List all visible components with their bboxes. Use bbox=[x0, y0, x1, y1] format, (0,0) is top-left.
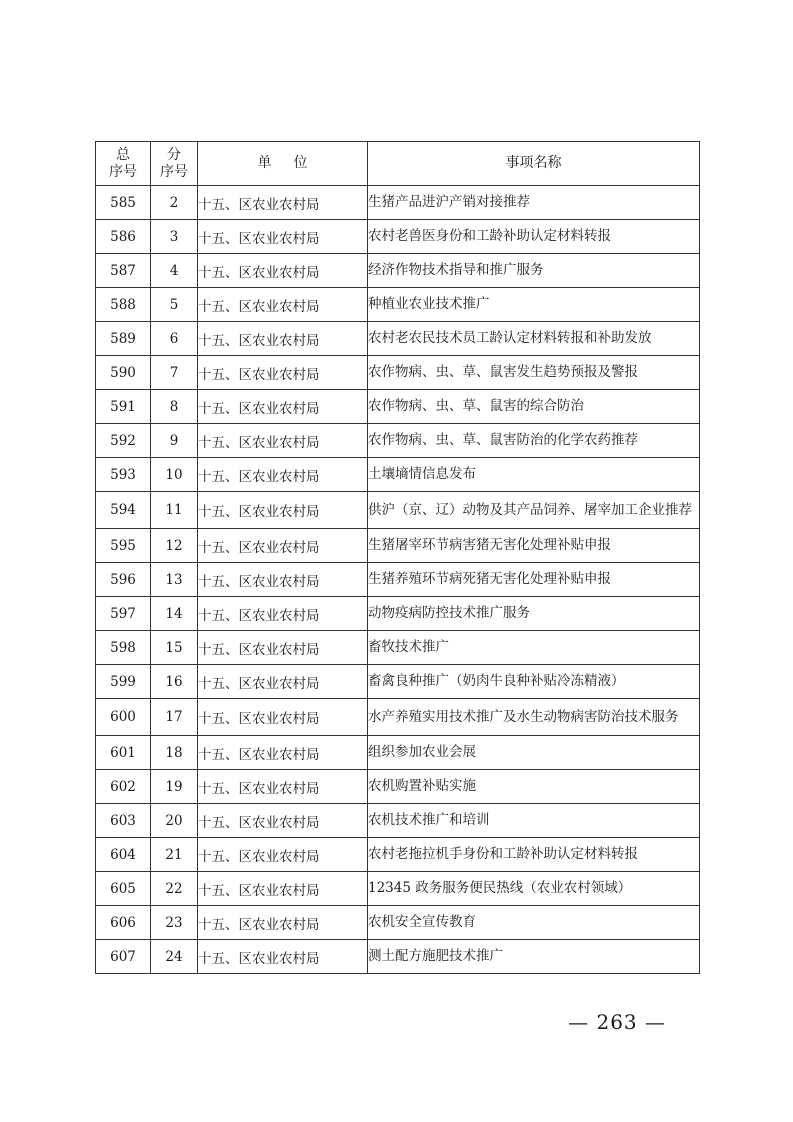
item-name-cell: 动物疫病防控技术推广服务 bbox=[368, 597, 700, 631]
sub-number-cell: 5 bbox=[151, 288, 198, 322]
item-name-cell: 种植业农业技术推广 bbox=[368, 288, 700, 322]
item-name-cell: 农作物病、虫、草、鼠害防治的化学农药推荐 bbox=[368, 424, 700, 458]
sub-number-cell: 19 bbox=[151, 770, 198, 804]
unit-cell: 十五、区农业农村局 bbox=[198, 597, 368, 631]
header-unit-label: 单位 bbox=[257, 155, 330, 171]
table-row bbox=[96, 699, 700, 736]
unit-cell: 十五、区农业农村局 bbox=[198, 804, 368, 838]
sub-number-cell: 4 bbox=[151, 254, 198, 288]
table-row bbox=[96, 770, 700, 804]
header-total-number-label: 总 序号 bbox=[109, 146, 137, 180]
sub-number-cell: 11 bbox=[151, 492, 198, 529]
item-name-cell: 水产养殖实用技术推广及水生动物病害防治技术服务 bbox=[368, 699, 700, 736]
unit-cell: 十五、区农业农村局 bbox=[198, 356, 368, 390]
unit-cell: 十五、区农业农村局 bbox=[198, 563, 368, 597]
unit-cell: 十五、区农业农村局 bbox=[198, 424, 368, 458]
sub-number-cell: 22 bbox=[151, 872, 198, 906]
unit-cell: 十五、区农业农村局 bbox=[198, 838, 368, 872]
unit-cell: 十五、区农业农村局 bbox=[198, 390, 368, 424]
item-name-cell: 农机技术推广和培训 bbox=[368, 804, 700, 838]
total-number-cell: 599 bbox=[96, 665, 151, 699]
total-number-cell: 592 bbox=[96, 424, 151, 458]
sub-number-cell: 17 bbox=[151, 699, 198, 736]
table-row bbox=[96, 254, 700, 288]
item-name-cell: 经济作物技术指导和推广服务 bbox=[368, 254, 700, 288]
total-number-cell: 597 bbox=[96, 597, 151, 631]
total-number-cell: 593 bbox=[96, 458, 151, 492]
total-number-cell: 602 bbox=[96, 770, 151, 804]
item-name-cell: 生猪屠宰环节病害猪无害化处理补贴申报 bbox=[368, 529, 700, 563]
sub-number-cell: 23 bbox=[151, 906, 198, 940]
total-number-cell: 607 bbox=[96, 940, 151, 974]
total-number-cell: 604 bbox=[96, 838, 151, 872]
sub-number-cell: 15 bbox=[151, 631, 198, 665]
total-number-cell: 587 bbox=[96, 254, 151, 288]
table-row bbox=[96, 940, 700, 974]
total-number-cell: 600 bbox=[96, 699, 151, 736]
sub-number-cell: 13 bbox=[151, 563, 198, 597]
unit-cell: 十五、区农业农村局 bbox=[198, 631, 368, 665]
service-items-table bbox=[95, 141, 700, 974]
unit-cell: 十五、区农业农村局 bbox=[198, 322, 368, 356]
sub-number-cell: 24 bbox=[151, 940, 198, 974]
sub-number-cell: 7 bbox=[151, 356, 198, 390]
sub-number-cell: 16 bbox=[151, 665, 198, 699]
total-number-cell: 598 bbox=[96, 631, 151, 665]
unit-cell: 十五、区农业农村局 bbox=[198, 736, 368, 770]
unit-cell: 十五、区农业农村局 bbox=[198, 665, 368, 699]
table-row bbox=[96, 492, 700, 529]
table-row bbox=[96, 390, 700, 424]
sub-number-cell: 21 bbox=[151, 838, 198, 872]
table-row bbox=[96, 597, 700, 631]
table-row bbox=[96, 529, 700, 563]
table-row bbox=[96, 322, 700, 356]
table-row bbox=[96, 804, 700, 838]
item-name-cell: 畜牧技术推广 bbox=[368, 631, 700, 665]
unit-cell: 十五、区农业农村局 bbox=[198, 529, 368, 563]
sub-number-cell: 10 bbox=[151, 458, 198, 492]
table-row bbox=[96, 424, 700, 458]
total-number-cell: 591 bbox=[96, 390, 151, 424]
table-row bbox=[96, 736, 700, 770]
total-number-cell: 595 bbox=[96, 529, 151, 563]
total-number-cell: 596 bbox=[96, 563, 151, 597]
table-row bbox=[96, 631, 700, 665]
item-name-cell: 农机购置补贴实施 bbox=[368, 770, 700, 804]
page-number: — 263 — bbox=[568, 1010, 666, 1034]
total-number-cell: 606 bbox=[96, 906, 151, 940]
unit-cell: 十五、区农业农村局 bbox=[198, 220, 368, 254]
table-row bbox=[96, 288, 700, 322]
item-name-cell: 生猪养殖环节病死猪无害化处理补贴申报 bbox=[368, 563, 700, 597]
sub-number-cell: 14 bbox=[151, 597, 198, 631]
table-row bbox=[96, 563, 700, 597]
item-name-cell: 农村老兽医身份和工龄补助认定材料转报 bbox=[368, 220, 700, 254]
unit-cell: 十五、区农业农村局 bbox=[198, 254, 368, 288]
unit-cell: 十五、区农业农村局 bbox=[198, 492, 368, 529]
item-name-cell: 土壤墒情信息发布 bbox=[368, 458, 700, 492]
item-name-cell: 农作物病、虫、草、鼠害发生趋势预报及警报 bbox=[368, 356, 700, 390]
sub-number-cell: 18 bbox=[151, 736, 198, 770]
unit-cell: 十五、区农业农村局 bbox=[198, 186, 368, 220]
unit-cell: 十五、区农业农村局 bbox=[198, 699, 368, 736]
item-name-cell: 测土配方施肥技术推广 bbox=[368, 940, 700, 974]
total-number-cell: 585 bbox=[96, 186, 151, 220]
item-name-cell: 畜禽良种推广（奶肉牛良种补贴冷冻精液） bbox=[368, 665, 700, 699]
total-number-cell: 588 bbox=[96, 288, 151, 322]
table-row bbox=[96, 665, 700, 699]
header-item-name bbox=[368, 142, 700, 186]
header-item-name-label: 事项名称 bbox=[505, 155, 562, 171]
sub-number-cell: 12 bbox=[151, 529, 198, 563]
total-number-cell: 590 bbox=[96, 356, 151, 390]
sub-number-cell: 8 bbox=[151, 390, 198, 424]
total-number-cell: 589 bbox=[96, 322, 151, 356]
sub-number-cell: 9 bbox=[151, 424, 198, 458]
header-unit bbox=[198, 142, 368, 186]
table-row bbox=[96, 220, 700, 254]
table-row bbox=[96, 872, 700, 906]
header-sub-number bbox=[151, 142, 198, 186]
table-row bbox=[96, 458, 700, 492]
item-name-cell: 组织参加农业会展 bbox=[368, 736, 700, 770]
total-number-cell: 603 bbox=[96, 804, 151, 838]
item-name-cell: 生猪产品进沪产销对接推荐 bbox=[368, 186, 700, 220]
item-name-cell: 农作物病、虫、草、鼠害的综合防治 bbox=[368, 390, 700, 424]
table-header bbox=[96, 142, 700, 186]
item-name-cell: 农村老农民技术员工龄认定材料转报和补助发放 bbox=[368, 322, 700, 356]
unit-cell: 十五、区农业农村局 bbox=[198, 940, 368, 974]
total-number-cell: 605 bbox=[96, 872, 151, 906]
unit-cell: 十五、区农业农村局 bbox=[198, 458, 368, 492]
table-row bbox=[96, 356, 700, 390]
unit-cell: 十五、区农业农村局 bbox=[198, 288, 368, 322]
header-sub-number-label: 分 序号 bbox=[160, 146, 188, 180]
sub-number-cell: 2 bbox=[151, 186, 198, 220]
total-number-cell: 586 bbox=[96, 220, 151, 254]
item-name-cell: 农机安全宣传教育 bbox=[368, 906, 700, 940]
sub-number-cell: 20 bbox=[151, 804, 198, 838]
table-row bbox=[96, 186, 700, 220]
unit-cell: 十五、区农业农村局 bbox=[198, 770, 368, 804]
unit-cell: 十五、区农业农村局 bbox=[198, 906, 368, 940]
table-body bbox=[96, 186, 700, 974]
sub-number-cell: 3 bbox=[151, 220, 198, 254]
sub-number-cell: 6 bbox=[151, 322, 198, 356]
table-row bbox=[96, 906, 700, 940]
table-row bbox=[96, 838, 700, 872]
item-name-cell: 供沪（京、辽）动物及其产品饲养、屠宰加工企业推荐 bbox=[368, 492, 700, 529]
item-name-cell: 12345 政务服务便民热线（农业农村领域） bbox=[368, 872, 700, 906]
unit-cell: 十五、区农业农村局 bbox=[198, 872, 368, 906]
total-number-cell: 601 bbox=[96, 736, 151, 770]
header-total-number bbox=[96, 142, 151, 186]
header-row bbox=[96, 142, 700, 186]
item-name-cell: 农村老拖拉机手身份和工龄补助认定材料转报 bbox=[368, 838, 700, 872]
total-number-cell: 594 bbox=[96, 492, 151, 529]
